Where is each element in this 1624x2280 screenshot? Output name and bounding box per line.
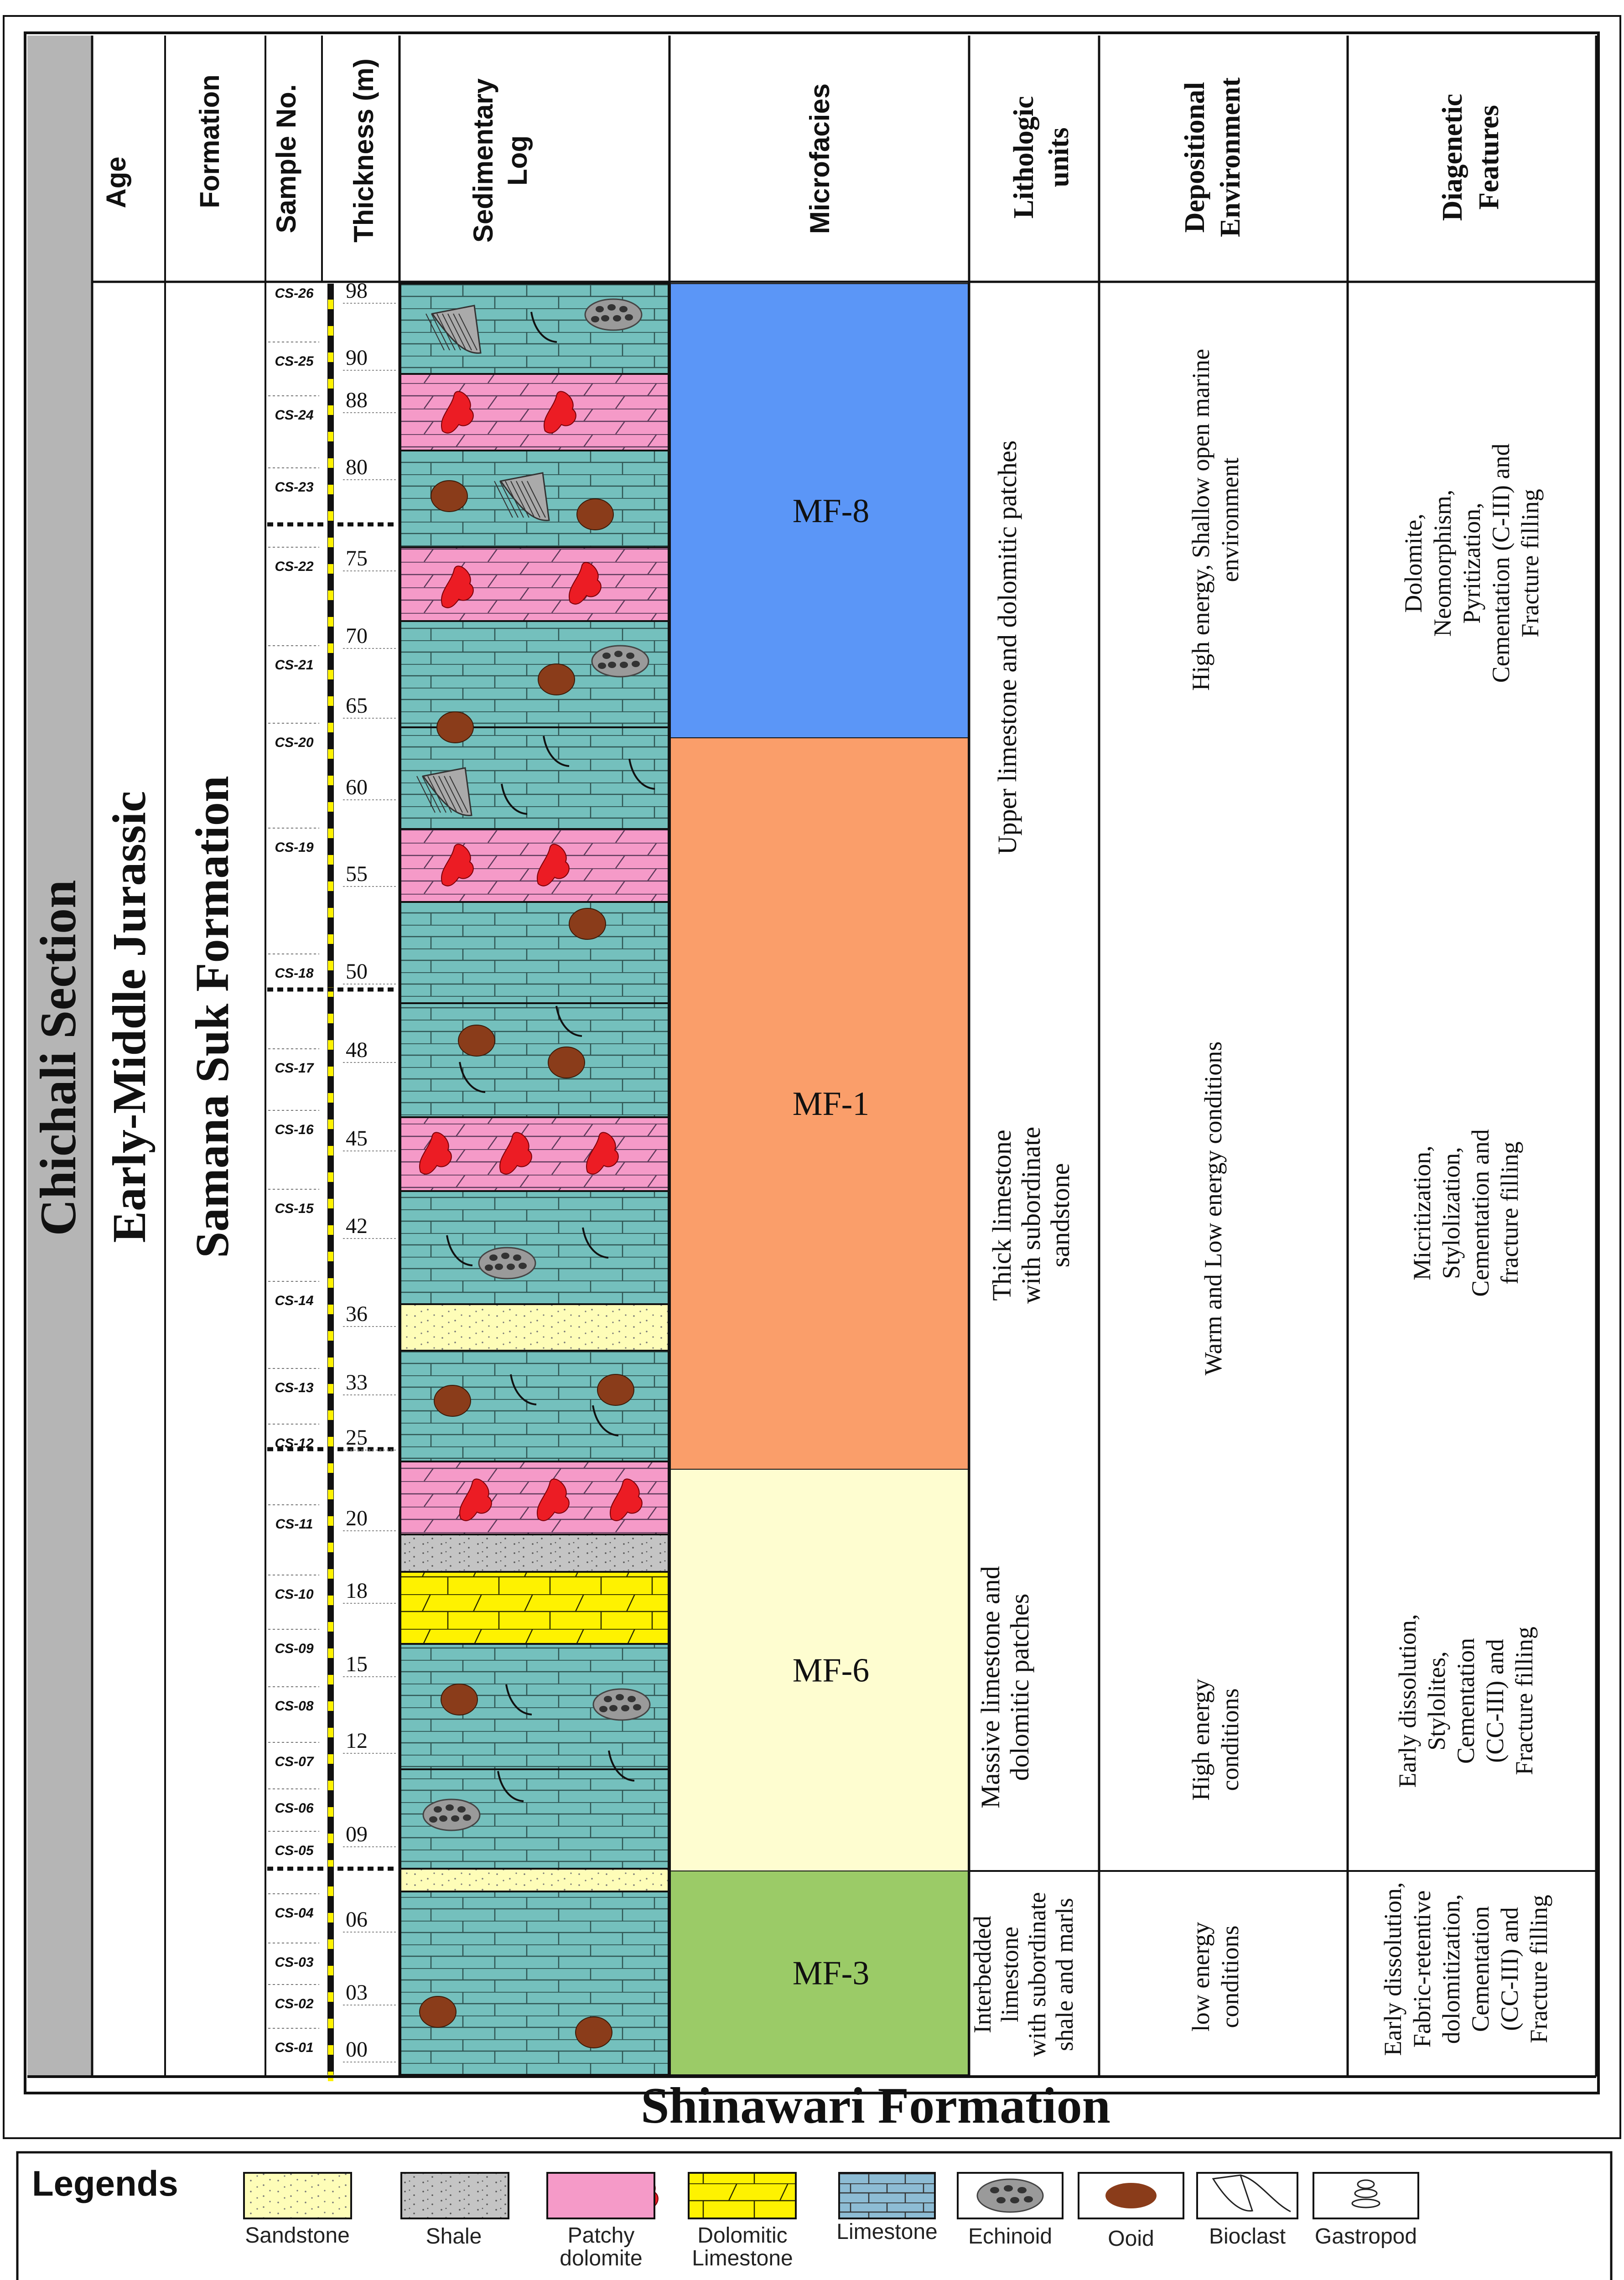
thickness-tick: 90	[346, 346, 368, 370]
echinoid-dot	[601, 315, 609, 321]
header-formation: Formation	[194, 74, 225, 208]
echinoid-dot	[626, 653, 634, 659]
ooid-symbol	[577, 499, 613, 530]
echinoid-dot	[519, 1263, 527, 1269]
sample-label: CS-09	[275, 1641, 314, 1656]
sample-label: CS-06	[275, 1801, 314, 1816]
diagenetic-feature-text: Cementation (C-III) and	[1487, 443, 1515, 683]
thickness-tick: 25	[346, 1425, 368, 1450]
legend-shale-swatch	[401, 2173, 508, 2218]
echinoid-dot	[996, 2197, 1006, 2203]
ooid-symbol	[597, 1374, 634, 1405]
header-age: Age	[101, 156, 131, 208]
echinoid-dot	[602, 653, 611, 659]
diagenetic-feature-text: Stylolites,	[1423, 1651, 1450, 1751]
sample-label: CS-05	[275, 1843, 314, 1858]
echinoid-dot	[591, 316, 599, 322]
lithologic-unit-text: sandstone	[1045, 1163, 1075, 1268]
legend-label: Limestone	[836, 2220, 938, 2244]
sample-label: CS-26	[275, 286, 314, 301]
ooid-symbol	[569, 908, 606, 939]
thickness-tick: 50	[346, 959, 368, 984]
thickness-tick: 60	[346, 775, 368, 799]
diagenetic-feature-text: Fracture filling	[1516, 489, 1544, 637]
depositional-env-text: conditions	[1216, 1688, 1244, 1791]
depositional-env-text: High energy	[1187, 1679, 1214, 1801]
legend-title: Legends	[32, 2163, 178, 2203]
thickness-tick: 70	[346, 624, 368, 648]
thickness-tick: 42	[346, 1214, 368, 1238]
formation-label: Samana Suk Formation	[186, 776, 239, 1258]
echinoid-symbol	[593, 1689, 650, 1720]
thickness-tick: 18	[346, 1579, 368, 1603]
legend-label	[692, 2223, 793, 2270]
legend-label: Bioclast	[1209, 2224, 1286, 2249]
sand-bed	[400, 1869, 669, 1891]
ooid-symbol	[576, 2017, 612, 2048]
legend-label: Gastropod	[1314, 2224, 1417, 2249]
microfacies-label: MF-1	[792, 1085, 870, 1123]
header-lithologic-2: units	[1043, 127, 1074, 187]
depositional-env-text: Warm and Low energy conditions	[1199, 1041, 1227, 1376]
echinoid-dot	[614, 651, 623, 657]
thickness-tick-list	[343, 279, 398, 2062]
gastropod-icon	[1358, 2180, 1374, 2188]
legend-label: Sandstone	[245, 2223, 350, 2248]
echinoid-dot	[628, 1696, 636, 1702]
thickness-tick: 33	[346, 1370, 368, 1394]
depositional-env-text: environment	[1216, 457, 1244, 582]
sample-label: CS-01	[275, 2040, 314, 2055]
ooid-symbol	[548, 1047, 585, 1078]
dololime-bed	[400, 1572, 669, 1644]
diagenetic-feature-text: Fracture filling	[1510, 1627, 1538, 1775]
echinoid-dot	[1017, 2187, 1027, 2193]
sample-label: CS-08	[275, 1699, 314, 1714]
header-depositional-2: Environment	[1215, 77, 1246, 238]
sample-label: CS-25	[275, 354, 314, 369]
depositional-env-text: conditions	[1216, 1925, 1244, 2028]
dolo-bed	[400, 374, 669, 451]
lime-bed	[400, 1891, 669, 2075]
echinoid-dot	[1004, 2185, 1013, 2192]
diagenetic-feature-text: Cementation and	[1467, 1129, 1494, 1297]
diagenetic-feature-text: Neomorphism,	[1429, 489, 1456, 637]
diagenetic-feature-text: Fabric-retentive	[1408, 1890, 1436, 2048]
echinoid-dot	[616, 1694, 624, 1700]
echinoid-dot	[489, 1254, 498, 1261]
thickness-tick: 65	[346, 694, 368, 718]
echinoid-dot	[604, 1696, 612, 1702]
lithologic-unit-text: Upper limestone and dolomitic patches	[992, 440, 1022, 855]
diagenetic-feature-text: fracture filling	[1496, 1141, 1523, 1285]
sample-label: CS-21	[275, 658, 314, 673]
echinoid-dot	[451, 1815, 459, 1822]
microfacies-column	[670, 284, 968, 2075]
sample-label: CS-12	[275, 1436, 314, 1451]
thickness-tick: 48	[346, 1038, 368, 1062]
diagenetic-feature-text: dolomitization,	[1437, 1894, 1465, 2044]
thickness-tick: 75	[346, 546, 368, 570]
diagenetic-feature-text: (CC-III) and	[1481, 1639, 1509, 1763]
thickness-tick: 45	[346, 1126, 368, 1150]
echinoid-dot	[513, 1254, 521, 1261]
diagenetic-feature-text: Early dissolution,	[1379, 1882, 1406, 2056]
sample-label: CS-02	[275, 1996, 314, 2011]
echinoid-dot	[607, 304, 616, 311]
diagenetic-feature-text: Dolomite,	[1400, 513, 1427, 613]
sample-list	[268, 286, 319, 2055]
echinoid-dot	[596, 306, 604, 312]
legend-patchy-dolomite-swatch	[547, 2173, 654, 2218]
echinoid-dot	[485, 1264, 493, 1271]
lithologic-unit-text: Thick limestone	[987, 1130, 1017, 1301]
lithologic-unit-text: dolomitic patches	[1005, 1593, 1034, 1781]
lithologic-unit-text: Interbedded	[969, 1916, 996, 2033]
ooid-symbol	[431, 481, 467, 512]
echinoid-dot	[463, 1814, 471, 1821]
lithologic-unit-text: shale and marls	[1051, 1898, 1078, 2051]
echinoid-dot	[434, 1806, 442, 1813]
sample-label: CS-17	[275, 1061, 314, 1076]
header-sample-no: Sample No.	[271, 84, 301, 233]
depositional-env-text: low energy	[1187, 1922, 1214, 2032]
lithologic-unit-text: with subordinate	[1023, 1892, 1051, 2057]
diagenetic-feature-text: (CC-III) and	[1496, 1907, 1523, 2031]
sample-label: CS-13	[275, 1380, 314, 1395]
age-label: Early-Middle Jurassic	[103, 791, 156, 1243]
thickness-tick: 03	[346, 1980, 368, 2005]
legend-items	[244, 2173, 1418, 2270]
legend-limestone-swatch	[839, 2173, 935, 2218]
echinoid-dot	[457, 1806, 466, 1813]
diagenetic-feature-text: Early dissolution,	[1394, 1614, 1421, 1788]
lithologic-unit-text: Massive limestone and	[975, 1566, 1005, 1808]
thickness-tick: 88	[346, 388, 368, 412]
thickness-tick: 80	[346, 455, 368, 479]
dolo-bed	[400, 547, 669, 621]
legend-label-line: Dolomitic	[697, 2223, 788, 2248]
echinoid-dot	[632, 661, 640, 667]
ooid-symbol	[434, 1385, 471, 1416]
legend-label	[560, 2223, 642, 2270]
thickness-tick: 00	[346, 2037, 368, 2062]
legend-dolomitic-limestone-swatch	[689, 2173, 796, 2218]
sample-label: CS-19	[275, 840, 314, 855]
gastropod-icon	[1352, 2199, 1380, 2207]
thickness-tick: 20	[346, 1506, 368, 1530]
legend-label: Ooid	[1108, 2227, 1154, 2251]
ooid-icon	[1105, 2183, 1157, 2208]
echinoid-dot	[609, 1705, 617, 1711]
lime-bed	[400, 284, 669, 374]
thickness-tick: 09	[346, 1822, 368, 1846]
echinoid-dot	[625, 314, 633, 321]
legend-label: Echinoid	[968, 2224, 1053, 2249]
depositional-env-text: High energy, Shallow open marine	[1187, 349, 1214, 691]
sand-bed	[400, 1304, 669, 1351]
sample-label: CS-16	[275, 1122, 314, 1137]
sample-label: CS-15	[275, 1201, 314, 1216]
header-depositional-1: Depositional	[1179, 82, 1210, 233]
sample-label: CS-20	[275, 735, 314, 750]
echinoid-dot	[633, 1704, 641, 1710]
sample-label: CS-14	[275, 1293, 314, 1308]
sample-label: CS-24	[275, 408, 314, 423]
echinoid-dot	[598, 663, 606, 669]
echinoid-dot	[608, 662, 616, 668]
echinoid-dot	[619, 306, 628, 312]
diagenetic-feature-text: Pyritization,	[1458, 503, 1485, 624]
diagenetic-feature-text: Cementation	[1452, 1638, 1479, 1764]
sample-label: CS-07	[275, 1754, 314, 1769]
echinoid-dot	[501, 1253, 509, 1259]
diagenetic-feature-text: Cementation	[1467, 1906, 1494, 2032]
thickness-tick: 36	[346, 1302, 368, 1326]
sample-label: CS-03	[275, 1955, 314, 1970]
ooid-symbol	[538, 664, 575, 695]
echinoid-dot	[507, 1264, 515, 1270]
thickness-tick: 12	[346, 1729, 368, 1753]
echinoid-dot	[439, 1815, 447, 1822]
legend-label-line: Patchy	[567, 2223, 635, 2248]
microfacies-label: MF-3	[792, 1954, 870, 1992]
lime-bed	[400, 902, 669, 1003]
legend-label-line: dolomite	[560, 2246, 643, 2270]
echinoid-dot	[495, 1264, 503, 1270]
header-microfacies: Microfacies	[804, 83, 835, 234]
microfacies-label: MF-6	[792, 1652, 870, 1689]
header-sed-log-2: Log	[502, 135, 533, 186]
sample-label: CS-10	[275, 1587, 314, 1602]
lime-bed	[400, 1003, 669, 1117]
diagenetic-feature-text: Stylolization,	[1437, 1147, 1465, 1279]
gastropod-icon	[1355, 2189, 1377, 2197]
echinoid-symbol	[592, 646, 649, 677]
echinoid-symbol	[423, 1799, 480, 1830]
echinoid-dot	[446, 1804, 454, 1811]
legend-label: Shale	[425, 2224, 482, 2249]
echinoid-dot	[1010, 2197, 1019, 2203]
sample-label: CS-18	[275, 966, 314, 981]
lithologic-unit-text: with subordinate	[1016, 1126, 1046, 1304]
echinoid-symbol	[479, 1248, 535, 1279]
echinoid-dot	[1024, 2196, 1033, 2202]
sample-label: CS-04	[275, 1906, 314, 1921]
sample-label: CS-22	[275, 559, 314, 574]
sample-label: CS-23	[275, 480, 314, 495]
echinoid-dot	[990, 2187, 999, 2193]
echinoid-dot	[620, 662, 628, 668]
dolo-bed	[400, 829, 669, 902]
section-title: Chichali Section	[30, 880, 87, 1236]
echinoid-dot	[599, 1706, 607, 1712]
sample-label: CS-11	[275, 1517, 313, 1532]
thickness-tick: 15	[346, 1652, 368, 1676]
ooid-symbol	[441, 1684, 477, 1715]
lime-bed	[400, 1191, 669, 1304]
ooid-symbol	[437, 712, 473, 743]
header-diagenetic-2: Features	[1474, 105, 1505, 210]
diagenetic-feature-text: Fracture filling	[1525, 1895, 1552, 2043]
ooid-symbol	[458, 1025, 495, 1056]
ooid-symbol	[420, 1996, 456, 2027]
shale-bed	[400, 1534, 669, 1572]
echinoid-dot	[621, 1705, 629, 1711]
diagenetic-feature-text: Micritization,	[1408, 1145, 1436, 1280]
legend-sandstone-swatch	[244, 2173, 351, 2218]
base-formation-label: Shinawari Formation	[641, 2078, 1110, 2134]
interpretation-columns	[969, 349, 1596, 2057]
echinoid-symbol	[585, 299, 642, 330]
header-diagenetic-1: Diagenetic	[1437, 93, 1468, 221]
thickness-tick: 06	[346, 1907, 368, 1932]
echinoid-dot	[613, 315, 621, 321]
header-sed-log-1: Sedimentary	[468, 78, 498, 243]
thickness-tick: 55	[346, 862, 368, 886]
header-thickness: Thickness (m)	[348, 58, 379, 243]
header-lithologic-1: Lithologic	[1008, 96, 1039, 219]
echinoid-dot	[429, 1816, 437, 1823]
thickness-tick: 98	[346, 279, 368, 303]
microfacies-label: MF-8	[792, 492, 870, 530]
legend-label-line: Limestone	[692, 2246, 793, 2270]
lithologic-unit-text: limestone	[996, 1927, 1023, 2022]
echinoid-icon	[977, 2179, 1043, 2212]
